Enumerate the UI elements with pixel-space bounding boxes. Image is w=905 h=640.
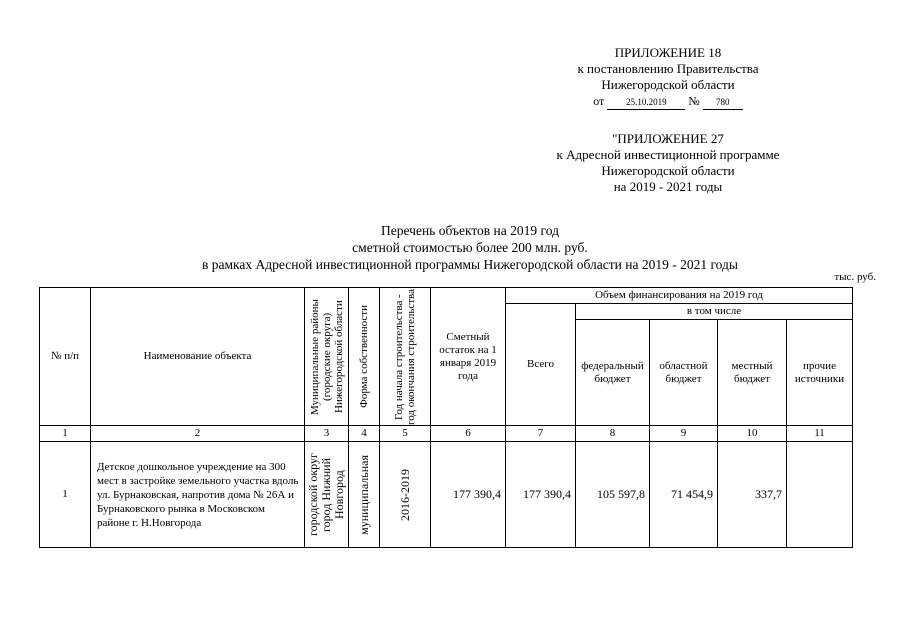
cell-years: 2016-2019	[380, 442, 431, 548]
resolution-number: 780	[703, 96, 743, 110]
header-local: местный бюджет	[718, 320, 787, 426]
objects-table	[39, 287, 853, 548]
appendix-18-header	[548, 45, 788, 110]
cell-no: 1	[40, 442, 91, 548]
header-total: Всего	[506, 304, 576, 426]
document-title-line-3: в рамках Адресной инвестиционной программы Нижегородской области на 2019 - 2021 годы	[202, 257, 738, 272]
resolution-date-number	[548, 93, 788, 110]
column-number: 11	[787, 426, 853, 442]
cell-local: 337,7	[718, 442, 787, 548]
column-number: 6	[431, 426, 506, 442]
document-title-line-1: Перечень объектов на 2019 год	[381, 223, 559, 238]
header-name: Наименование объекта	[91, 288, 305, 426]
units-label: тыс. руб.	[834, 271, 876, 283]
document-title-line-2: сметной стоимостью более 200 млн. руб.	[352, 240, 588, 255]
column-number: 9	[650, 426, 718, 442]
document-title	[150, 222, 790, 273]
from-label: от	[593, 94, 605, 108]
column-number: 4	[349, 426, 380, 442]
header-federal: федеральный бюджет	[576, 320, 650, 426]
appendix-27-title: "ПРИЛОЖЕНИЕ 27	[612, 131, 724, 146]
header-balance: Сметный остаток на 1 января 2019 года	[431, 288, 506, 426]
cell-other	[787, 442, 853, 548]
header-ownership: Форма собственности	[349, 288, 380, 426]
number-label: №	[688, 94, 700, 108]
appendix-18-line-2: Нижегородской области	[601, 77, 735, 92]
column-number: 3	[305, 426, 349, 442]
appendix-27-line-2: Нижегородской области	[601, 163, 735, 178]
column-numbers-row	[40, 426, 853, 442]
column-number: 10	[718, 426, 787, 442]
header-funding: Объем финансирования на 2019 год	[506, 288, 853, 304]
cell-balance: 177 390,4	[431, 442, 506, 548]
resolution-date: 25.10.2019	[607, 96, 685, 110]
cell-municipality: городской округ город Нижний Новгород	[305, 442, 349, 548]
table-row	[40, 442, 853, 548]
column-number: 8	[576, 426, 650, 442]
header-no: № п/п	[40, 288, 91, 426]
appendix-27-header	[528, 131, 808, 195]
appendix-18-title: ПРИЛОЖЕНИЕ 18	[614, 45, 722, 60]
column-number: 5	[380, 426, 431, 442]
appendix-27-line-3: на 2019 - 2021 годы	[613, 179, 723, 194]
header-municipality: Муниципальные районы (городские округа) Нижегородской области	[305, 288, 349, 426]
appendix-27-line-1: к Адресной инвестиционной программе	[556, 147, 780, 162]
header-including: в том числе	[576, 304, 853, 320]
column-number: 2	[91, 426, 305, 442]
column-number: 1	[40, 426, 91, 442]
cell-federal: 105 597,8	[576, 442, 650, 548]
header-years: Год начала строительства - год окончания строительства	[380, 288, 431, 426]
appendix-18-line-1: к постановлению Правительства	[577, 61, 759, 76]
cell-total: 177 390,4	[506, 442, 576, 548]
header-regional: областной бюджет	[650, 320, 718, 426]
header-other: прочие источники	[787, 320, 853, 426]
cell-object-name: Детское дошкольное учреждение на 300 мест в застройке земельного участка вдоль ул. Бурнаковская, напротив дома № 26А и Бурнаковского рынка в Московском районе г. Н.Новгорода	[91, 442, 305, 548]
cell-ownership: муниципальная	[349, 442, 380, 548]
column-number: 7	[506, 426, 576, 442]
cell-regional: 71 454,9	[650, 442, 718, 548]
